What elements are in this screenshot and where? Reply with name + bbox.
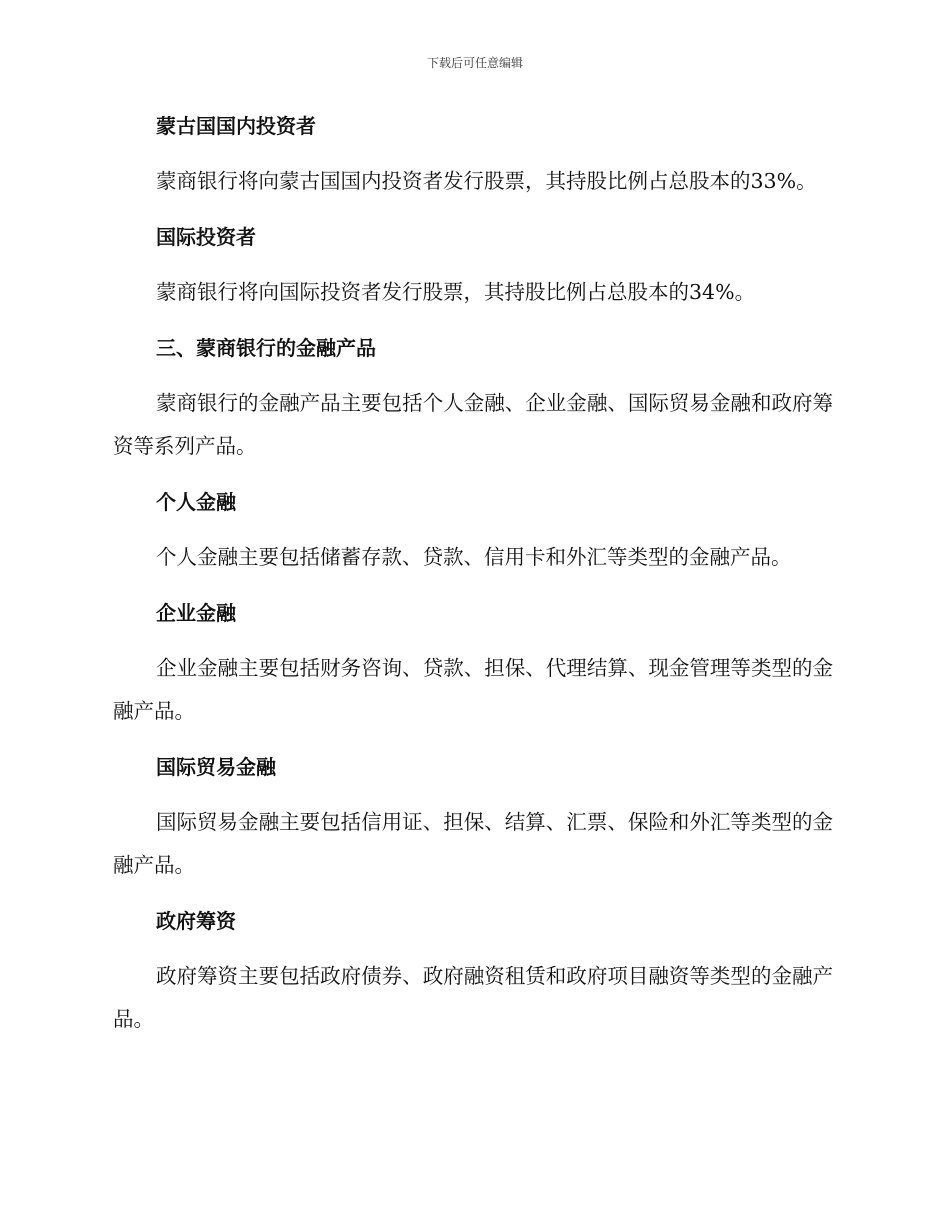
section-paragraph-domestic-investors: 蒙商银行将向蒙古国国内投资者发行股票，其持股比例占总股本的33%。 bbox=[156, 169, 817, 193]
section-heading-financial-products: 三、蒙商银行的金融产品 bbox=[156, 336, 376, 360]
section-heading-government-financing: 政府筹资 bbox=[156, 909, 236, 933]
section-paragraph-government-financing: 政府筹资主要包括政府债券、政府融资租赁和政府项目融资等类型的金融产品。 bbox=[113, 964, 833, 1031]
section-paragraph-personal-finance: 个人金融主要包括储蓄存款、贷款、信用卡和外汇等类型的金融产品。 bbox=[156, 545, 792, 569]
section-paragraph-financial-products: 蒙商银行的金融产品主要包括个人金融、企业金融、国际贸易金融和政府筹资等系列产品。 bbox=[113, 391, 833, 458]
section-paragraph-corporate-finance: 企业金融主要包括财务咨询、贷款、担保、代理结算、现金管理等类型的金融产品。 bbox=[113, 656, 833, 723]
section-heading-domestic-investors: 蒙古国国内投资者 bbox=[156, 114, 316, 138]
section-heading-trade-finance: 国际贸易金融 bbox=[156, 755, 276, 779]
section-paragraph-international-investors: 蒙商银行将向国际投资者发行股票，其持股比例占总股本的34%。 bbox=[156, 280, 756, 304]
page-header-note: 下载后可任意编辑 bbox=[426, 56, 523, 70]
section-heading-personal-finance: 个人金融 bbox=[156, 490, 236, 514]
section-heading-international-investors: 国际投资者 bbox=[156, 225, 256, 249]
section-paragraph-trade-finance: 国际贸易金融主要包括信用证、担保、结算、汇票、保险和外汇等类型的金融产品。 bbox=[113, 810, 833, 877]
section-heading-corporate-finance: 企业金融 bbox=[156, 601, 236, 625]
document-body bbox=[113, 106, 833, 1055]
